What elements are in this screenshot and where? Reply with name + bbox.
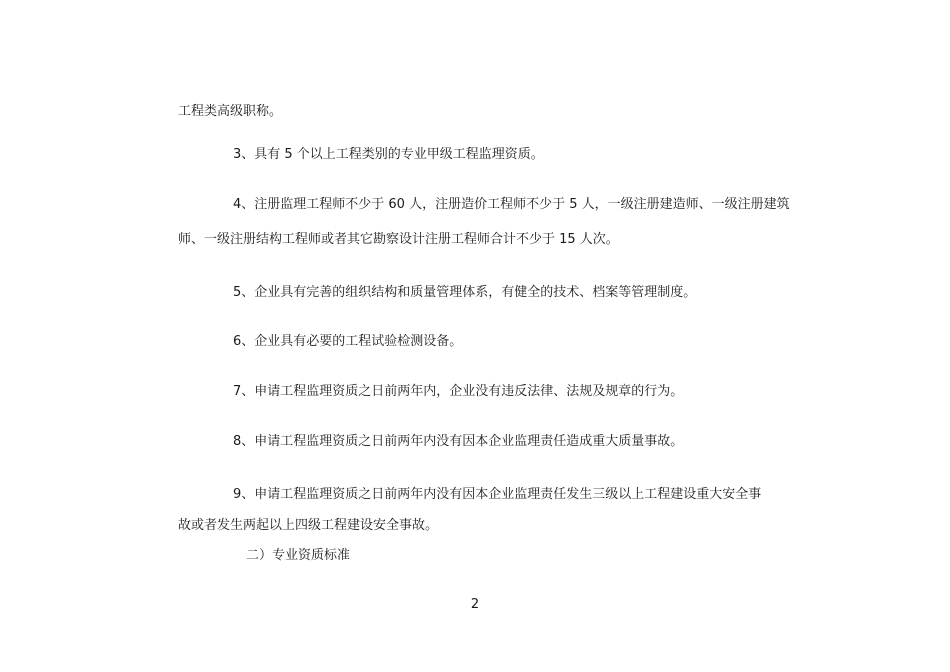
list-item-4-line-1: 4、注册监理工程师不少于 60 人，注册造价工程师不少于 5 人，一级注册建造师、一级注册建筑 bbox=[233, 197, 790, 212]
list-item-5: 5、企业具有完善的组织结构和质量管理体系，有健全的技术、档案等管理制度。 bbox=[233, 285, 697, 300]
list-item-7: 7、申请工程监理资质之日前两年内，企业没有违反法律、法规及规章的行为。 bbox=[233, 384, 684, 399]
list-item-3: 3、具有 5 个以上工程类别的专业甲级工程监理资质。 bbox=[233, 147, 544, 162]
section-heading: 二）专业资质标准 bbox=[246, 548, 351, 563]
list-item-4-line-2: 师、一级注册结构工程师或者其它勘察设计注册工程师合计不少于 15 人次。 bbox=[178, 232, 619, 247]
text-line-1: 工程类高级职称。 bbox=[178, 104, 283, 119]
list-item-9-line-2: 故或者发生两起以上四级工程建设安全事故。 bbox=[178, 518, 439, 533]
list-item-9-line-1: 9、申请工程监理资质之日前两年内没有因本企业监理责任发生三级以上工程建设重大安全事 bbox=[233, 487, 762, 502]
page-number: 2 bbox=[470, 597, 480, 612]
list-item-8: 8、申请工程监理资质之日前两年内没有因本企业监理责任造成重大质量事故。 bbox=[233, 434, 684, 449]
list-item-6: 6、企业具有必要的工程试验检测设备。 bbox=[233, 334, 463, 349]
